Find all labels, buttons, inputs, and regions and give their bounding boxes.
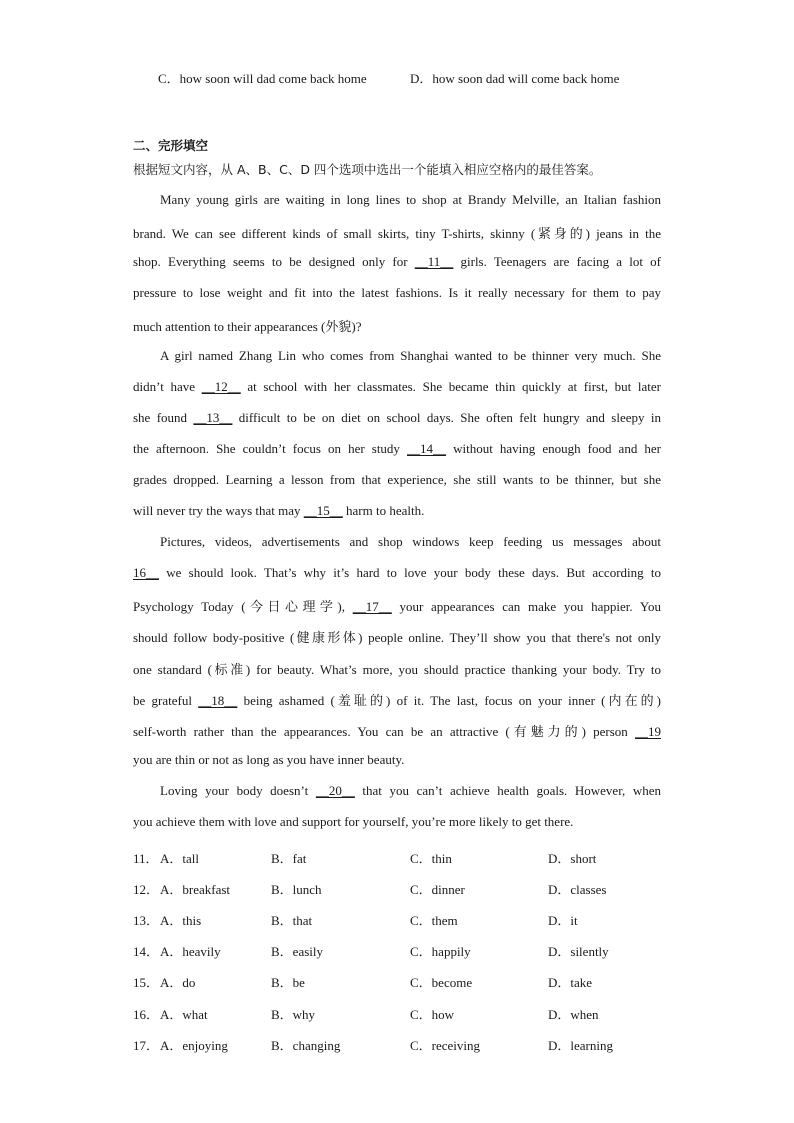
option-c: C．happily xyxy=(410,944,471,960)
passage-line xyxy=(133,254,661,270)
passage-text: harm to health. xyxy=(342,503,425,518)
answer-blank: __18__ xyxy=(198,692,238,708)
answer-blank: __15__ xyxy=(303,503,343,518)
passage-line xyxy=(160,192,661,208)
passage-text: we should look. That’s why it’s hard to love your body these days. But according to xyxy=(159,565,661,581)
option-d: D．take xyxy=(548,975,593,991)
option-c: C．thin xyxy=(410,851,452,866)
answer-blank: __17__ xyxy=(352,599,392,615)
passage-text: should follow body-positive (健康形体) people online. They’ll show you that there's not only xyxy=(133,630,661,646)
prev-option-d: D．how soon dad will come back home xyxy=(410,71,620,86)
passage-text: being ashamed (羞耻的) of it. The last, focus on your inner (内在的) xyxy=(237,692,661,708)
option-d: D．it xyxy=(548,913,578,929)
passage-line xyxy=(133,659,661,678)
option-b: B．changing xyxy=(271,1037,341,1053)
passage-line xyxy=(133,627,661,646)
passage-text: Psychology Today (今日心理学), xyxy=(133,599,353,615)
passage-text: one standard (标准) for beauty. What’s more, you should practice thanking your body. Try to xyxy=(133,661,661,677)
prev-option-c: C．how soon will dad come back home xyxy=(158,71,367,86)
question-row xyxy=(133,941,661,961)
passage-line xyxy=(133,410,661,426)
question-number: 14． xyxy=(133,944,160,960)
passage-line xyxy=(133,441,661,457)
passage-line xyxy=(133,565,661,581)
question-row xyxy=(133,910,661,930)
question-row xyxy=(133,848,661,868)
passage-text: much attention to their appearances (外貌)? xyxy=(133,319,362,335)
passage-line xyxy=(160,534,661,550)
question-row xyxy=(133,1035,661,1055)
option-b: B．fat xyxy=(271,851,307,866)
question-number: 12． xyxy=(133,882,160,898)
passage-text: at school with her classmates. She became thin quickly at first, but later xyxy=(240,378,661,394)
answer-blank: __19 xyxy=(635,723,661,739)
option-a: A．tall xyxy=(160,851,199,866)
passage-line xyxy=(133,596,661,615)
option-a: A．enjoying xyxy=(160,1037,228,1053)
passage-text: she found xyxy=(133,409,194,425)
question-number: 15． xyxy=(133,975,160,991)
section-title: 二、完形填空 xyxy=(133,138,209,153)
option-d: D．learning xyxy=(548,1037,613,1053)
passage-line xyxy=(133,814,661,830)
option-a: A．breakfast xyxy=(160,882,231,898)
passage-text: Pictures, videos, advertisements and shop windows keep feeding us messages about xyxy=(160,534,661,550)
passage-text: shop. Everything seems to be designed only for xyxy=(133,254,415,270)
option-d: D．silently xyxy=(548,944,609,960)
option-d: D．classes xyxy=(548,882,607,898)
passage-text: grades dropped. Learning a lesson from that experience, she still wants to be thinner, but she xyxy=(133,471,661,487)
question-number: 13． xyxy=(133,913,160,929)
option-a: A．what xyxy=(160,1006,208,1022)
passage-text: self-worth rather than the appearances. You can be an attractive (有魅力的) person xyxy=(133,723,635,739)
option-a: A．heavily xyxy=(160,944,221,960)
passage-text: be grateful xyxy=(133,692,199,708)
answer-blank: 16__ xyxy=(133,565,159,581)
question-row xyxy=(133,1004,661,1024)
passage-text: Loving your body doesn’t xyxy=(160,782,316,798)
option-c: C．become xyxy=(410,975,473,991)
option-a: A．do xyxy=(160,975,196,991)
answer-blank: __14__ xyxy=(407,440,447,456)
passage-text: pressure to lose weight and fit into the latest fashions. Is it really necessary for them to pay xyxy=(133,285,661,301)
passage-line xyxy=(133,379,661,395)
option-d: D．short xyxy=(548,851,597,866)
passage-text: you achieve them with love and support for yourself, you’re more likely to get there. xyxy=(133,814,574,829)
question-row xyxy=(133,972,661,992)
question-row xyxy=(133,879,661,899)
option-b: B．be xyxy=(271,975,305,991)
option-b: B．why xyxy=(271,1006,316,1022)
passage-text: brand. We can see different kinds of small skirts, tiny T-shirts, skinny (紧身的) jeans in the xyxy=(133,226,661,242)
passage-line xyxy=(133,503,661,519)
answer-blank: __12__ xyxy=(201,378,241,394)
passage-text: difficult to be on diet on school days. She often felt hungry and sleepy in xyxy=(232,409,661,425)
option-c: C．receiving xyxy=(410,1037,481,1053)
passage-line xyxy=(133,285,661,301)
answer-blank: __13__ xyxy=(193,409,233,425)
passage-line xyxy=(133,223,661,242)
passage-line xyxy=(133,316,661,335)
passage-text: A girl named Zhang Lin who comes from Shanghai wanted to be thinner very much. She xyxy=(160,347,661,363)
question-number: 11． xyxy=(133,851,159,866)
passage-line xyxy=(133,690,661,709)
passage-line xyxy=(160,783,661,799)
option-c: C．how xyxy=(410,1006,455,1022)
answer-blank: __20__ xyxy=(315,782,355,798)
option-b: B．easily xyxy=(271,944,323,960)
option-a: A．this xyxy=(160,913,202,929)
passage-line xyxy=(133,472,661,488)
passage-line xyxy=(133,721,661,740)
passage-text: your appearances can make you happier. You xyxy=(391,599,661,615)
section-instruction: 根据短文内容，从 A、B、C、D 四个选项中选出一个能填入相应空格内的最佳答案。 xyxy=(133,162,602,177)
question-number: 16． xyxy=(133,1006,160,1022)
passage-text: will never try the ways that may xyxy=(133,503,304,518)
option-c: C．dinner xyxy=(410,882,465,898)
question-number: 17． xyxy=(133,1037,160,1053)
passage-text: without having enough food and her xyxy=(446,440,661,456)
passage-text: didn’t have xyxy=(133,378,202,394)
passage-text: girls. Teenagers are facing a lot of xyxy=(453,254,661,270)
answer-blank: __11__ xyxy=(414,254,454,270)
option-b: B．that xyxy=(271,913,313,929)
option-b: B．lunch xyxy=(271,882,322,898)
passage-line xyxy=(133,752,661,768)
option-c: C．them xyxy=(410,913,458,929)
passage-text: you are thin or not as long as you have inner beauty. xyxy=(133,751,405,767)
passage-text: Many young girls are waiting in long lines to shop at Brandy Melville, an Italian fashion xyxy=(160,192,661,207)
passage-line xyxy=(160,348,661,364)
passage-text: that you can’t achieve health goals. However, when xyxy=(354,782,662,798)
passage-text: the afternoon. She couldn’t focus on her study xyxy=(133,440,408,456)
option-d: D．when xyxy=(548,1006,599,1022)
